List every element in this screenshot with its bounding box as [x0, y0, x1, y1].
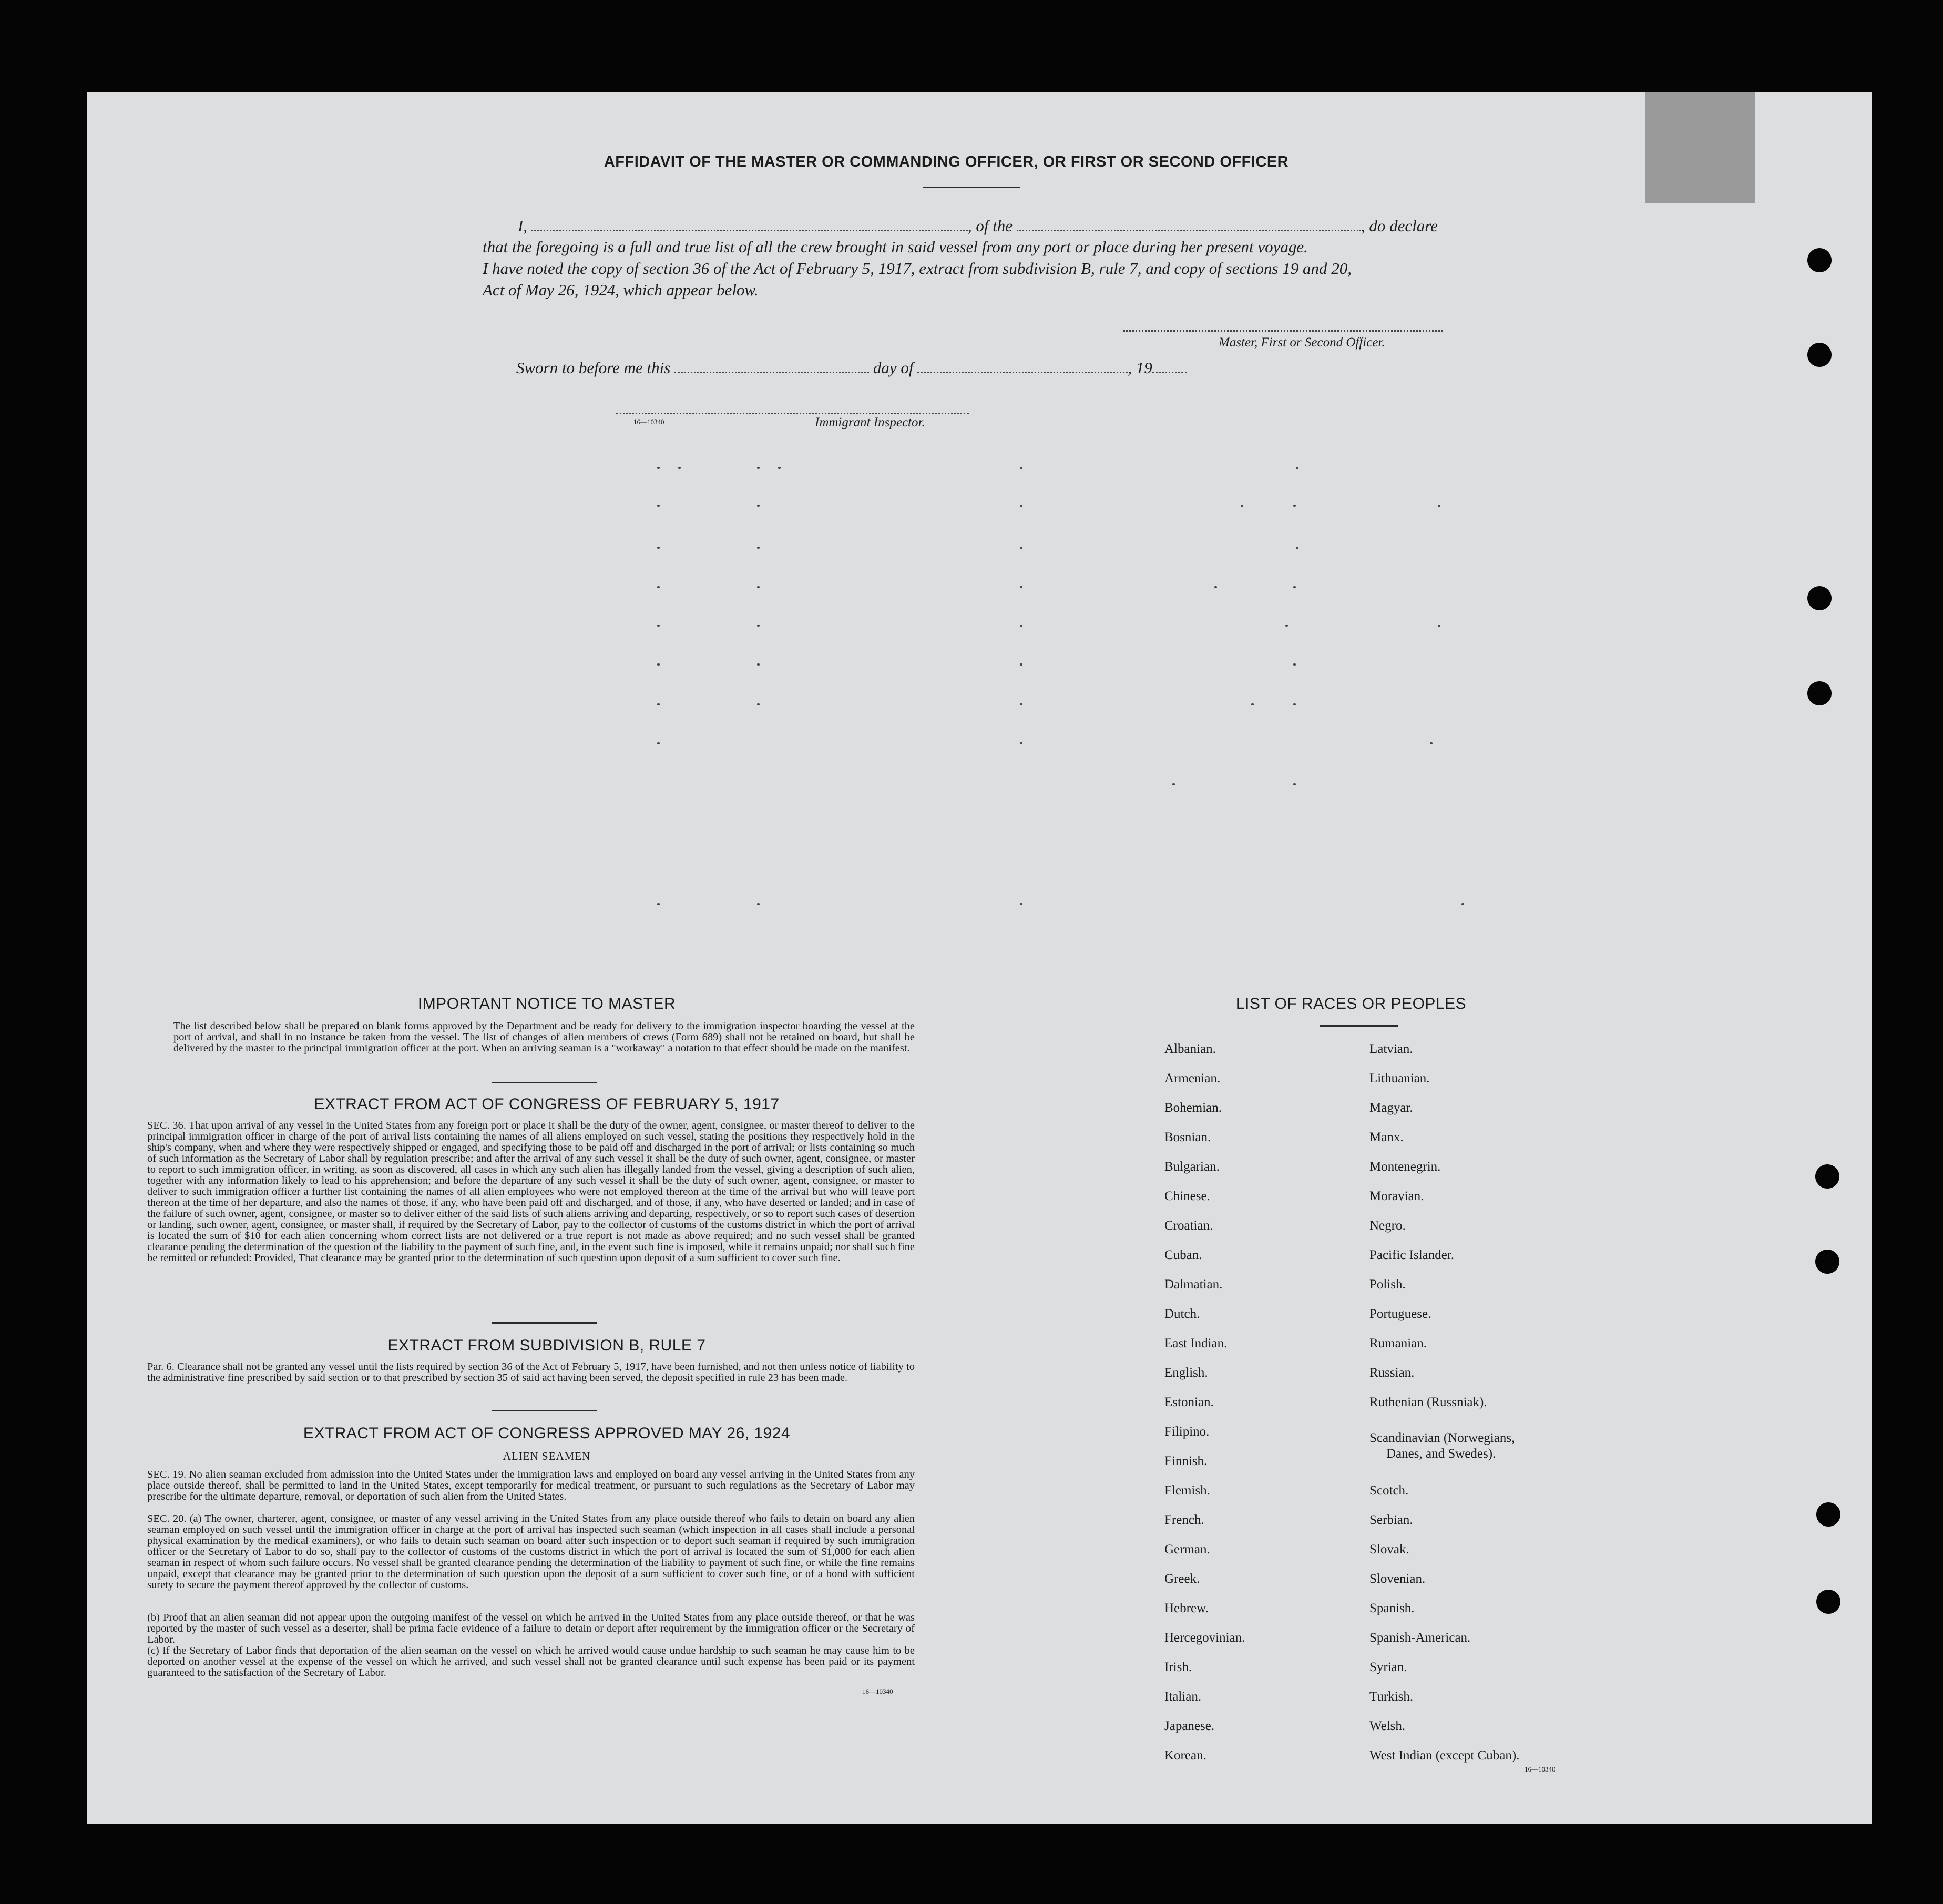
binder-hole	[1816, 1590, 1840, 1614]
race-right-10: Rumanian.	[1369, 1336, 1427, 1350]
archive-stamp-patch	[1645, 92, 1755, 203]
sec19-body: SEC. 19. No alien seaman excluded from admission into the United States under the immigration laws and employed on board any vessel arriving in the United States from any place outside thereof, shall be permitted to land in the United States, except temporarily for medical treatment, or pursuant to such regulations as the Secretary of Labor may prescribe for the ultimate departure, removal, or deportation of such alien from the United States.	[147, 1469, 915, 1502]
race-right-6: Negro.	[1369, 1219, 1406, 1233]
race-left-6: Croatian.	[1164, 1219, 1213, 1233]
inspector-label: Immigrant Inspector.	[815, 415, 925, 429]
section-divider	[492, 1082, 597, 1083]
binder-hole	[1807, 343, 1832, 367]
extract-1924-subtitle: ALIEN SEAMEN	[503, 1450, 591, 1462]
section-divider	[492, 1410, 597, 1411]
race-right-1: Lithuanian.	[1369, 1071, 1430, 1086]
form-number-left: 16—10340	[862, 1687, 893, 1695]
race-right-12: Ruthenian (Russniak).	[1369, 1395, 1487, 1409]
title-divider	[923, 187, 1020, 188]
race-left-17: German.	[1164, 1542, 1210, 1557]
race-right-13-cont: Danes, and Swedes).	[1386, 1447, 1496, 1461]
section-divider	[492, 1322, 597, 1324]
sworn-year-blank[interactable]	[1152, 371, 1187, 373]
race-right-22: Welsh.	[1369, 1719, 1406, 1733]
race-right-2: Magyar.	[1369, 1101, 1413, 1115]
sworn-month-blank[interactable]	[917, 371, 1128, 373]
races-divider	[1320, 1025, 1398, 1027]
race-right-4: Montenegrin.	[1369, 1160, 1441, 1174]
race-left-11: English.	[1164, 1366, 1208, 1380]
race-right-14: Scotch.	[1369, 1483, 1409, 1498]
race-right-23: West Indian (except Cuban).	[1369, 1748, 1520, 1763]
affidavit-line-4: Act of May 26, 1924, which appear below.	[483, 281, 759, 299]
extract-1917-body: SEC. 36. That upon arrival of any vessel in the United States from any foreign port or place it shall be the duty of the owner, agent, consignee, or master thereof to deliver to the principal immigration officer in charge of the port of arrival lists containing the names of all aliens employed on such vessel, stating the positions they respectively hold in the ship's company, when and where they were respectively shipped or engaged, and specifying those to be paid off and discharged in the port of arrival; or lists containing so much of such information as the Secretary of Labor shall by regulation prescribe; and after the arrival of any such vessel it shall be the duty of such owner, agent, consignee, or master to report to such immigration officer, in writing, as soon as discovered, all cases in which any such alien has illegally landed from the vessel, giving a description of such alien, together with any information likely to lead to his apprehension; and before the departure of any such vessel it shall be the duty of such owner, agent, consignee, or master to deliver to such immigration officer a further list containing the names of all alien employees who were not employed thereon at the time of the arrival but who will leave port thereon at the time of her departure, and also the names of those, if any, who have been paid off and discharged, and of those, if any, who have deserted or landed; and in case of the failure of such owner, agent, consignee, or master so to deliver either of the said lists of such aliens arriving and departing, respectively, or so to report such cases of desertion or landing, such owner, agent, consignee, or master shall, if required by the Secretary of Labor, pay to the collector of customs of the customs district in which the port of arrival is located the sum of $10 for each alien concerning whom correct lists are not delivered or a true report is not made as above required; and no such vessel shall be granted clearance pending the determination of the question of the liability to the payment of such fine, and, in the event such fine is imposed, while it remains unpaid; nor shall such fine be remitted or refunded: Provided, That clearance may be granted prior to the determination of such question upon deposit of a sum sufficient to cover such fine.	[147, 1120, 915, 1264]
race-left-3: Bosnian.	[1164, 1130, 1211, 1144]
race-right-9: Portuguese.	[1369, 1307, 1431, 1321]
rule7-body: Par. 6. Clearance shall not be granted any vessel until the lists required by section 36 of the Act of February 5, 1917, have been furnished, and not then unless notice of liability to the administrative fine prescribed by said section or to that prescribed by section 35 of said act having been served, the deposit specified in rule 23 has been made.	[147, 1361, 915, 1384]
inspector-signature-line[interactable]	[616, 413, 969, 414]
rule7-title: EXTRACT FROM SUBDIVISION B, RULE 7	[387, 1337, 706, 1354]
race-right-18: Spanish.	[1369, 1601, 1415, 1615]
race-left-4: Bulgarian.	[1164, 1160, 1220, 1174]
extract-1924-title: EXTRACT FROM ACT OF CONGRESS APPROVED MAY 26, 1924	[303, 1425, 791, 1442]
race-right-3: Manx.	[1369, 1130, 1404, 1144]
race-right-5: Moravian.	[1369, 1189, 1424, 1203]
race-left-1: Armenian.	[1164, 1071, 1221, 1086]
race-left-18: Greek.	[1164, 1572, 1200, 1586]
binder-hole	[1815, 1250, 1839, 1274]
race-left-12: Estonian.	[1164, 1395, 1214, 1409]
sworn-label: Sworn to before me this	[516, 359, 671, 377]
race-left-22: Italian.	[1164, 1690, 1202, 1704]
race-left-7: Cuban.	[1164, 1248, 1202, 1262]
race-left-5: Chinese.	[1164, 1189, 1210, 1203]
race-left-23: Japanese.	[1164, 1719, 1215, 1733]
extract-1917-title: EXTRACT FROM ACT OF CONGRESS OF FEBRUARY 5, 1917	[314, 1096, 780, 1113]
form-number-right: 16—10340	[1525, 1765, 1556, 1773]
race-right-16: Slovak.	[1369, 1542, 1409, 1557]
master-signature-label: Master, First or Second Officer.	[1219, 335, 1385, 350]
race-right-0: Latvian.	[1369, 1042, 1413, 1056]
race-left-10: East Indian.	[1164, 1336, 1228, 1350]
race-left-0: Albanian.	[1164, 1042, 1216, 1056]
sec20c-body: (c) If the Secretary of Labor finds that deportation of the alien seaman on the vessel on which he arrived would cause undue hardship to such seaman he may cause him to be deported on another vessel at the expense of the vessel on which he arrived, and such vessel shall not be granted clearance until such expense has been paid or its payment guaranteed to the satisfaction of the Secretary of Labor.	[147, 1645, 915, 1678]
race-right-21: Turkish.	[1369, 1690, 1414, 1704]
day-of-label: day of	[873, 359, 914, 377]
race-right-7: Pacific Islander.	[1369, 1248, 1455, 1262]
vessel-label: , of the	[967, 217, 1013, 235]
race-left-24: Korean.	[1164, 1748, 1206, 1763]
vessel-name-blank[interactable]	[1017, 229, 1361, 231]
binder-hole	[1816, 1502, 1840, 1527]
race-right-13: Scandinavian (Norwegians,	[1369, 1431, 1515, 1445]
race-right-17: Slovenian.	[1369, 1572, 1426, 1586]
race-left-15: Flemish.	[1164, 1483, 1210, 1498]
binder-hole	[1807, 586, 1832, 610]
race-left-9: Dutch.	[1164, 1307, 1200, 1321]
declarant-name-blank[interactable]	[531, 229, 968, 231]
race-right-11: Russian.	[1369, 1366, 1415, 1380]
binder-hole	[1807, 248, 1832, 272]
race-right-20: Syrian.	[1369, 1660, 1407, 1674]
binder-hole	[1807, 681, 1832, 705]
master-signature-line[interactable]	[1123, 330, 1443, 332]
year-label: , 19	[1128, 359, 1152, 377]
sec20a-body: SEC. 20. (a) The owner, charterer, agent, consignee, or master of any vessel arriving in the United States from any place outside thereof who fails to detain on board any alien seaman employed on such vessel until the immigration officer in charge at the port of arrival has inspected such seaman (which inspection in all cases shall include a personal physical examination by the medical examiners), or who fails to detain such seaman on board after such inspection or to deport such seaman if required by such immigration officer or the Secretary of Labor to do so, shall pay to the collector of customs of the customs district in which the port of arrival is located the sum of $1,000 for each alien seaman in respect of whom such failure occurs. No vessel shall be granted clearance pending the determination of the liability to payment of such fine, or while the fine remains unpaid, except that clearance may be granted prior to the determination of such question upon the deposit of a sum sufficient to cover such fine, or of a bond with sufficient surety to secure the payment thereof approved by the collector of customs.	[147, 1513, 915, 1591]
race-left-13: Filipino.	[1164, 1425, 1210, 1439]
declarant-label: I,	[518, 217, 528, 235]
race-left-19: Hebrew.	[1164, 1601, 1209, 1615]
race-left-2: Bohemian.	[1164, 1101, 1222, 1115]
sworn-line	[516, 359, 1187, 377]
race-left-14: Finnish.	[1164, 1454, 1208, 1468]
notice-title: IMPORTANT NOTICE TO MASTER	[417, 995, 676, 1012]
declare-label: , do declare	[1361, 217, 1438, 235]
races-title: LIST OF RACES OR PEOPLES	[1235, 995, 1467, 1012]
binder-hole	[1815, 1164, 1839, 1189]
race-right-15: Serbian.	[1369, 1513, 1413, 1527]
affidavit-declaration-line	[518, 217, 1464, 236]
race-right-8: Polish.	[1369, 1277, 1406, 1292]
affidavit-title: AFFIDAVIT OF THE MASTER OR COMMANDING OFFICER, OR FIRST OR SECOND OFFICER	[604, 153, 1289, 170]
race-left-16: French.	[1164, 1513, 1204, 1527]
affidavit-line-3: I have noted the copy of section 36 of the Act of February 5, 1917, extract from subdivision B, rule 7, and copy of sections 19 and 20,	[483, 259, 1352, 278]
form-number: 16—10340	[633, 418, 664, 426]
affidavit-line-2: that the foregoing is a full and true list of all the crew brought in said vessel from any port or place during her present voyage.	[483, 238, 1308, 256]
race-right-19: Spanish-American.	[1369, 1631, 1471, 1645]
race-left-20: Hercegovinian.	[1164, 1631, 1245, 1645]
sworn-day-blank[interactable]	[674, 371, 869, 373]
sec20b-body: (b) Proof that an alien seaman did not appear upon the outgoing manifest of the vessel on which he arrived in the United States from any place outside thereof, or that he was reported by the master of such vessel as a deserter, shall be prima facie evidence of a failure to detain or deport after requirement by the immigration officer or the Secretary of Labor.	[147, 1612, 915, 1645]
notice-body: The list described below shall be prepared on blank forms approved by the Department and be ready for delivery to the immigration inspector boarding the vessel at the port of arrival, and shall in no instance be taken from the vessel. The list of changes of alien members of crews (Form 689) shall not be retained on board, but shall be delivered by the master to the principal immigration officer at the port. When an arriving seaman is a "workaway" a notation to that effect should be made on the manifest.	[173, 1020, 915, 1054]
race-left-8: Dalmatian.	[1164, 1277, 1223, 1292]
race-left-21: Irish.	[1164, 1660, 1192, 1674]
